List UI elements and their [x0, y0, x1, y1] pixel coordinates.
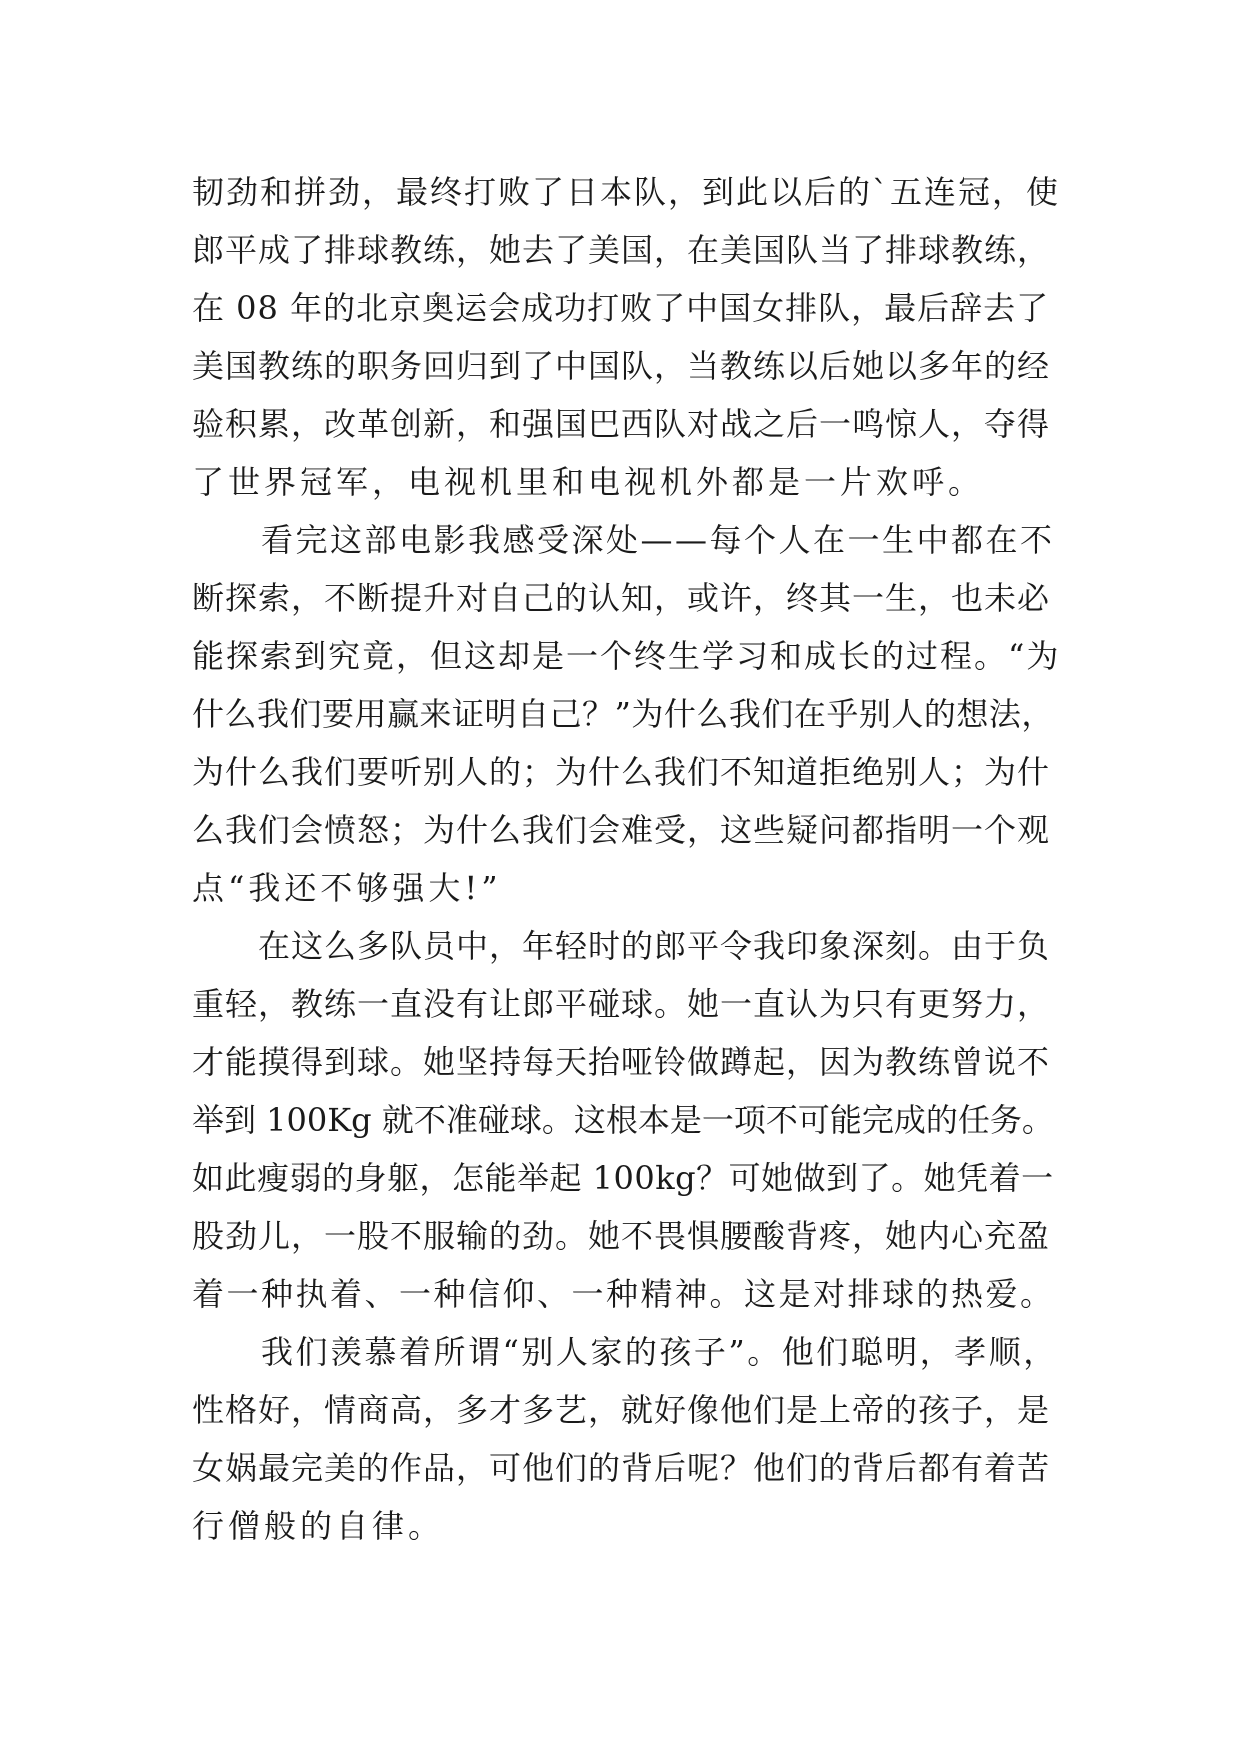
text-line: 断探索，不断提升对自己的认知，或许，终其一生，也未必	[192, 579, 1051, 617]
text-line: 重轻，教练一直没有让郎平碰球。她一直认为只有更努力，	[192, 985, 1051, 1023]
text-line: 女娲最完美的作品，可他们的背后呢？他们的背后都有着苦	[192, 1449, 1051, 1487]
text-line: 在 08 年的北京奥运会成功打败了中国女排队，最后辞去了	[192, 289, 1050, 327]
text-line: 韧劲和拼劲，最终打败了日本队，到此以后的`五连冠，使	[192, 173, 1061, 211]
text-line: 了世界冠军，电视机里和电视机外都是一片欢呼。	[192, 463, 985, 501]
text-line: 什么我们要用赢来证明自己？”为什么我们在乎别人的想法，	[192, 695, 1054, 733]
text-line: 如此瘦弱的身躯，怎能举起 100kg？可她做到了。她凭着一	[192, 1159, 1054, 1197]
text-line: 我们羡慕着所谓“别人家的孩子”。他们聪明，孝顺，	[192, 1333, 1058, 1371]
text-line: 着一种执着、一种信仰、一种精神。这是对排球的热爱。	[192, 1275, 1055, 1313]
text-line: 验积累，改革创新，和强国巴西队对战之后一鸣惊人，夺得	[192, 405, 1051, 443]
text-line: 行僧般的自律。	[192, 1507, 445, 1545]
text-line: 才能摸得到球。她坚持每天抬哑铃做蹲起，因为教练曾说不	[192, 1043, 1051, 1081]
text-line: 举到 100Kg 就不准碰球。这根本是一项不可能完成的任务。	[192, 1101, 1054, 1139]
text-line: 么我们会愤怒；为什么我们会难受，这些疑问都指明一个观	[192, 811, 1051, 849]
body-text	[192, 163, 1062, 1555]
text-line: 看完这部电影我感受深处——每个人在一生中都在不	[192, 521, 1055, 559]
text-line: 性格好，情商高，多才多艺，就好像他们是上帝的孩子，是	[192, 1391, 1051, 1429]
text-line: 点“我还不够强大!”	[192, 869, 502, 907]
text-line: 在这么多队员中，年轻时的郎平令我印象深刻。由于负	[192, 927, 1051, 965]
text-line: 股劲儿，一股不服输的劲。她不畏惧腰酸背疼，她内心充盈	[192, 1217, 1051, 1255]
text-line: 能探索到究竟，但这却是一个终生学习和成长的过程。“为	[192, 637, 1061, 675]
text-line: 郎平成了排球教练，她去了美国，在美国队当了排球教练，	[192, 231, 1051, 269]
text-line: 美国教练的职务回归到了中国队，当教练以后她以多年的经	[192, 347, 1051, 385]
text-line: 为什么我们要听别人的；为什么我们不知道拒绝别人；为什	[192, 753, 1051, 791]
